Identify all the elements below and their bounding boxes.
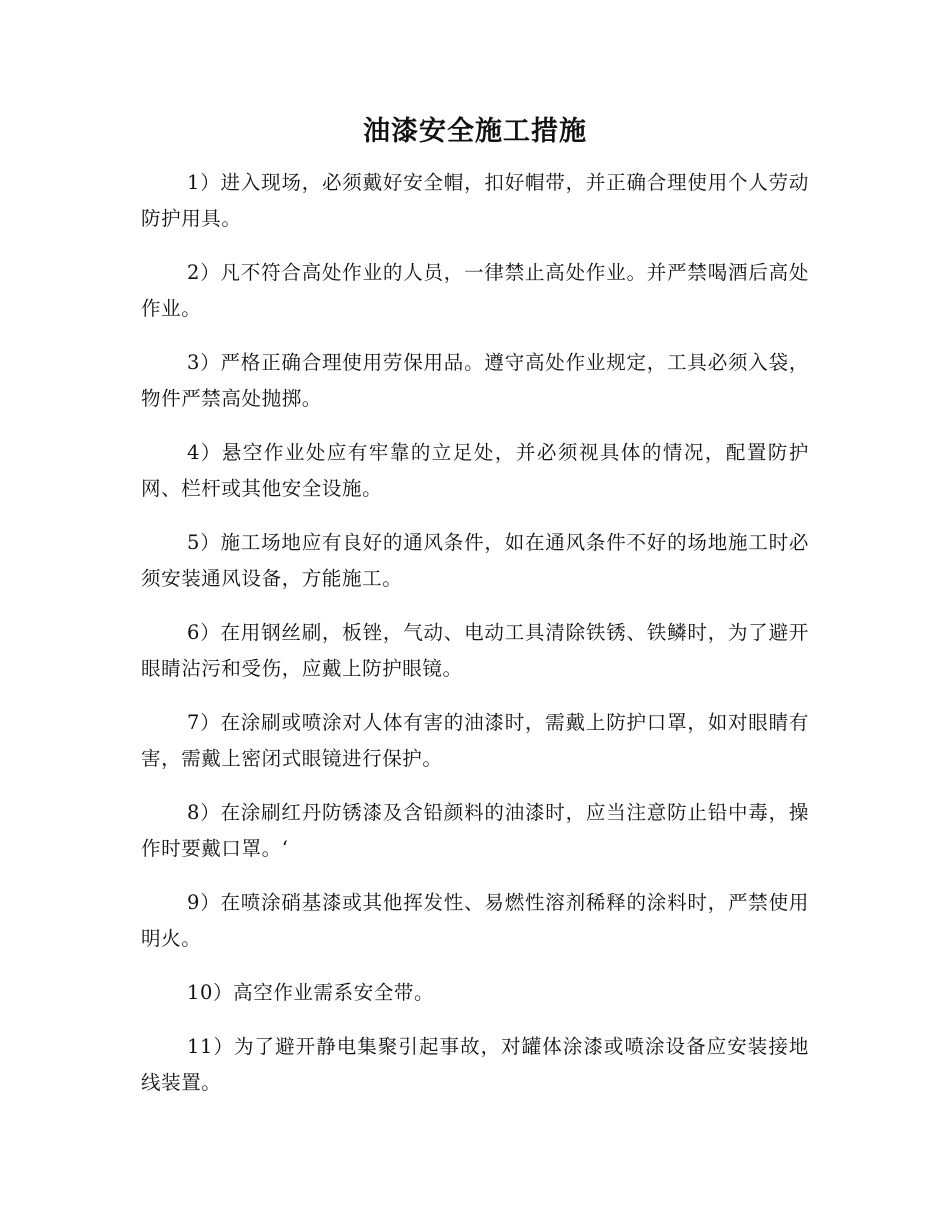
paragraph-8: 8）在涂刷红丹防锈漆及含铅颜料的油漆时，应当注意防止铅中毒，操作时要戴口罩。‘ (141, 801, 809, 860)
paragraph-6: 6）在用钢丝刷，板锉，气动、电动工具清除铁锈、铁鳞时，为了避开眼睛沾污和受伤，应戴上防护眼镜。 (141, 621, 809, 680)
paragraph-7: 7）在涂刷或喷涂对人体有害的油漆时，需戴上防护口罩，如对眼睛有害，需戴上密闭式眼镜进行保护。 (141, 711, 809, 770)
document-body (141, 165, 809, 1119)
document-title: 油漆安全施工措施 (363, 116, 587, 147)
paragraph-4: 4）悬空作业处应有牢靠的立足处，并必须视具体的情况，配置防护网、栏杆或其他安全设施。 (141, 441, 809, 500)
paragraph-2: 2）凡不符合高处作业的人员，一律禁止高处作业。并严禁喝酒后高处作业。 (141, 261, 809, 320)
paragraph-5: 5）施工场地应有良好的通风条件，如在通风条件不好的场地施工时必须安装通风设备，方能施工。 (141, 531, 809, 590)
paragraph-11: 11）为了避开静电集聚引起事故，对罐体涂漆或喷涂设备应安装接地线装置。 (141, 1035, 809, 1094)
paragraph-10: 10）高空作业需系安全带。 (187, 981, 435, 1004)
paragraph-1: 1）进入现场，必须戴好安全帽，扣好帽带，并正确合理使用个人劳动防护用具。 (141, 171, 809, 230)
paragraph-9: 9）在喷涂硝基漆或其他挥发性、易燃性溶剂稀释的涂料时，严禁使用明火。 (141, 891, 809, 950)
paragraph-3: 3）严格正确合理使用劳保用品。遵守高处作业规定，工具必须入袋，物件严禁高处抛掷。 (141, 351, 809, 410)
